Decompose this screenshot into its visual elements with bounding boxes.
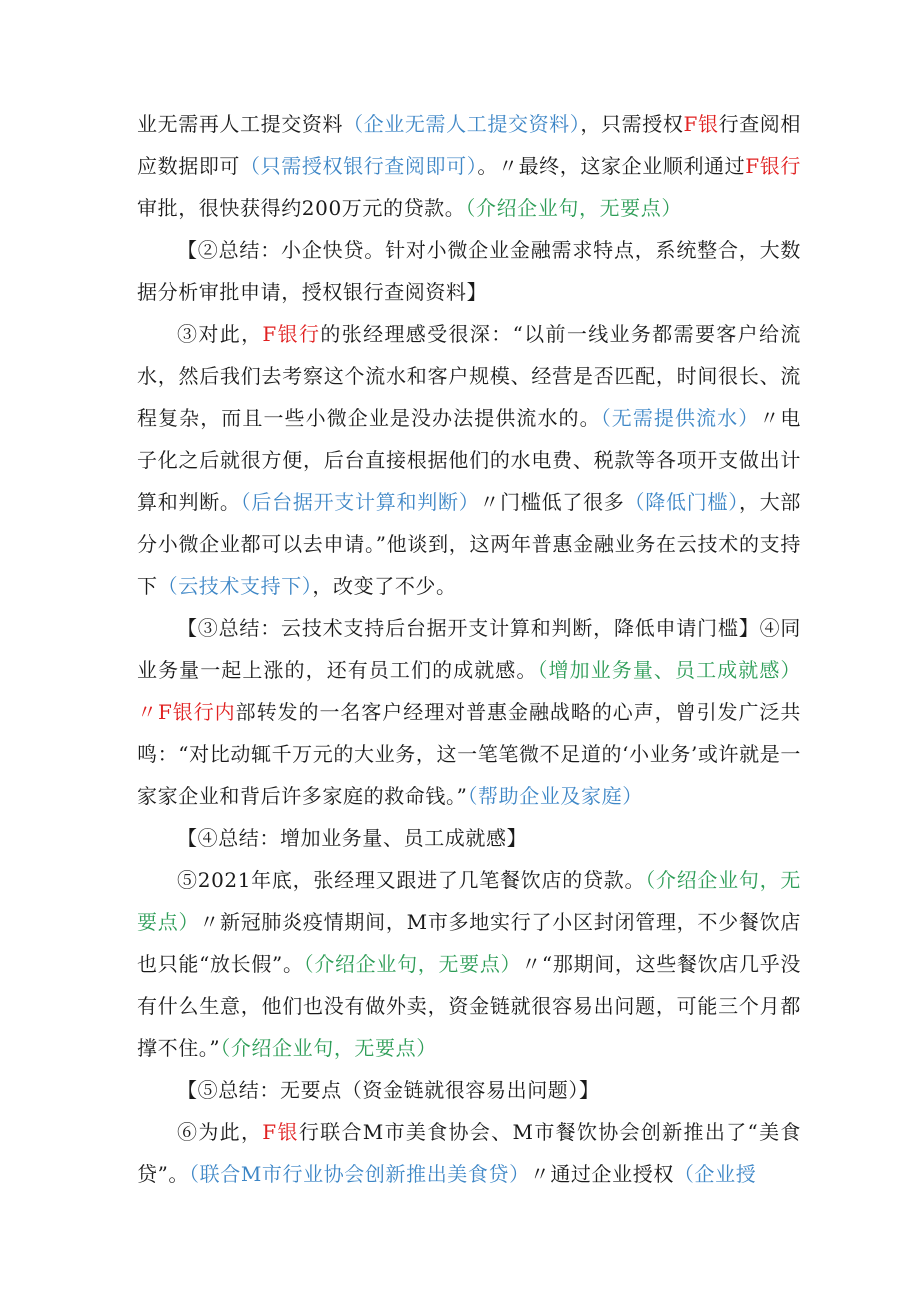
paragraph bbox=[137, 859, 801, 1069]
annotation-note-green: （介绍企业句，无要点） bbox=[137, 868, 801, 934]
paragraph bbox=[137, 313, 801, 607]
body-text: ，改变了不少。 bbox=[312, 574, 457, 598]
paragraph bbox=[137, 1111, 801, 1195]
annotation-note: （后台据开支计算和判断） bbox=[240, 490, 480, 514]
body-text: 【⑤总结：无要点（资金链就很容易出问题）】 bbox=[177, 1078, 600, 1102]
highlight-text: F银行 bbox=[262, 322, 321, 346]
body-text: ③对此， bbox=[177, 322, 263, 346]
highlight-text: 〃 bbox=[137, 700, 158, 724]
annotation-note: （无需提供流水） bbox=[600, 406, 760, 430]
annotation-note: （企业授 bbox=[673, 1162, 757, 1186]
paragraph bbox=[137, 103, 801, 229]
highlight-text: F银行内 bbox=[157, 700, 236, 724]
annotation-note-green: （介绍企业句，无要点） bbox=[465, 196, 682, 220]
body-text: 部转发的一名客户经理对普惠金融战略的心声，曾引发广泛共鸣：“对比动辄千万元的大业务，这一笔笔微不足道的‘小业务’或许就是一家家企业和背后许多家庭的救命钱。” bbox=[137, 700, 801, 808]
annotation-note-green: （介绍企业句，无要点） bbox=[303, 952, 522, 976]
annotation-note: （云技术支持下） bbox=[157, 574, 313, 598]
annotation-note-green: （介绍企业句，无要点） bbox=[220, 1036, 437, 1060]
annotation-note: （只需授权银行查阅即可） bbox=[240, 154, 478, 178]
body-text: 〃通过企业授权 bbox=[529, 1162, 674, 1186]
highlight-text: F银行 bbox=[745, 154, 801, 178]
highlight-text: 银 bbox=[697, 112, 719, 136]
body-text: ，大部分小微企业都可以去申请。”他谈到，这两年普惠金融业务在云技术的支持下 bbox=[137, 490, 801, 598]
body-text: ⑤2021年底，张经理又跟进了几笔餐饮店的贷款。 bbox=[177, 868, 646, 892]
body-text: 的张经理感受很深：“以前一线业务都需要客户给流水，然后我们去考察这个流水和客户规模、经营是否匹配，时间很长、流程复杂，而且一些小微企业是没办法提供流水的。 bbox=[137, 322, 801, 430]
body-text: ，只需授权 bbox=[580, 112, 684, 136]
body-text: 〃电子化之后就很方便，后台直接根据他们的水电费、税款等各项开支做出计算和判断。 bbox=[137, 406, 802, 514]
body-text: 审批，很快获得约200万元的贷款。 bbox=[137, 196, 466, 220]
highlight-text: F bbox=[262, 1120, 277, 1144]
body-text: 【③总结：云技术支持后台据开支计算和判断，降低申请门槛】④同业务量一起上涨的，还有员工们的成就感。 bbox=[137, 616, 801, 682]
highlight-text: 银 bbox=[276, 1120, 299, 1144]
annotation-note: （企业无需人工提交资料） bbox=[343, 112, 581, 136]
body-text: 行查阅相应数据即可 bbox=[137, 112, 801, 178]
paragraph bbox=[137, 817, 801, 859]
body-text: 。〃最终，这家企业顺利通过 bbox=[477, 154, 746, 178]
paragraph bbox=[137, 607, 801, 817]
paragraph bbox=[137, 229, 801, 313]
body-text: 行联合M市美食协会、M市餐饮协会创新推出了“美食贷”。 bbox=[137, 1120, 801, 1186]
body-text: 〃门槛低了很多 bbox=[479, 490, 625, 514]
body-text: ⑥为此， bbox=[177, 1120, 263, 1144]
body-text: 〃新冠肺炎疫情期间，M市多地实行了小区封闭管理，不少餐饮店也只能“放长假”。 bbox=[137, 910, 801, 976]
annotation-note: （帮助企业及家庭） bbox=[467, 784, 643, 808]
highlight-text: F bbox=[683, 112, 698, 136]
paragraph bbox=[137, 1069, 801, 1111]
body-text: 业无需再人工提交资料 bbox=[137, 112, 344, 136]
body-text: 【④总结：增加业务量、员工成就感】 bbox=[177, 826, 528, 850]
body-text: 【②总结：小企快贷。针对小微企业金融需求特点，系统整合，大数据分析审批申请，授权银行查阅资料】 bbox=[137, 238, 801, 304]
annotation-note-green: （增加业务量、员工成就感） bbox=[537, 658, 801, 682]
annotation-note: （降低门槛） bbox=[624, 490, 739, 514]
body-text: 〃“那期间，这些餐饮店几乎没有什么生意，他们也没有做外卖，资金链就很容易出问题，可能三个月都撑不住。” bbox=[137, 952, 802, 1060]
document-body bbox=[137, 103, 801, 1195]
annotation-note: （联合M市行业协会创新推出美食贷） bbox=[189, 1162, 530, 1186]
